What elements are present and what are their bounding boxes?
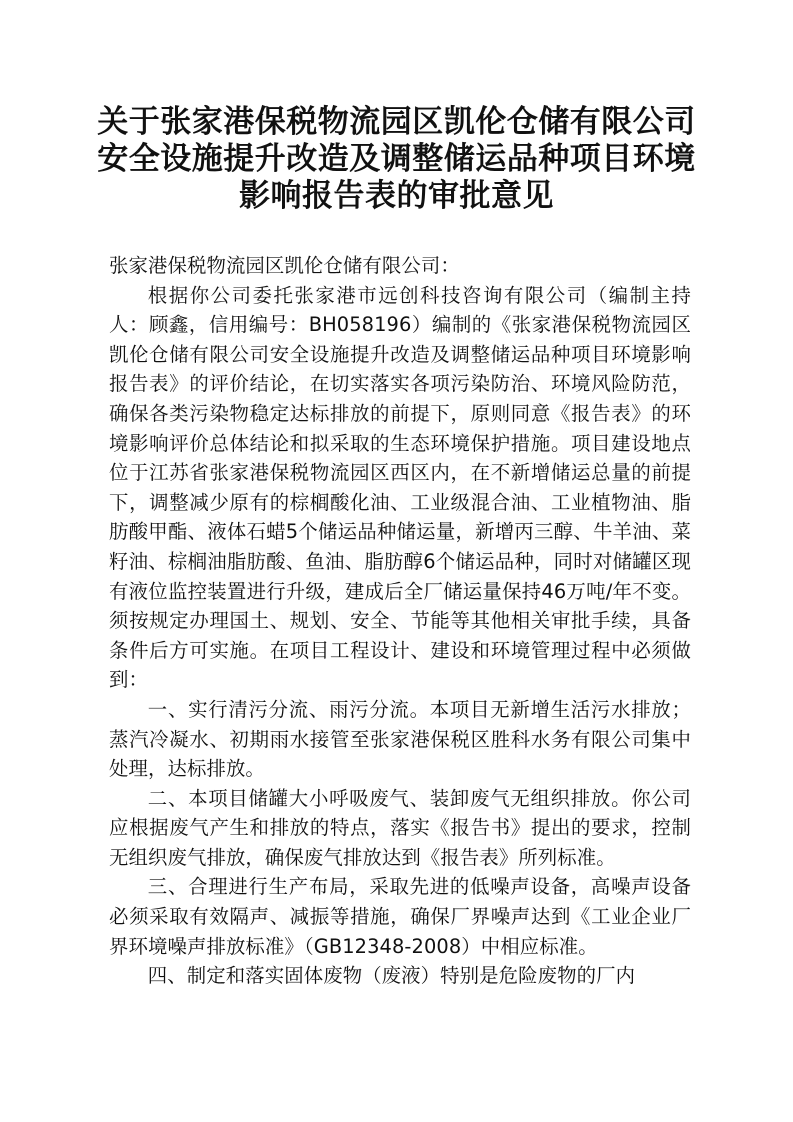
title-line-2: 安全设施提升改造及调整储运品种项目环境 <box>97 141 696 177</box>
paragraph-item-3: 三、合理进行生产布局，采取先进的低噪声设备，高噪声设备必须采取有效隔声、减振等措施，确保厂界噪声达到《工业企业厂界环境噪声排放标准》（GB12348-2008）中相应标准。 <box>109 875 691 958</box>
title-line-1: 关于张家港保税物流园区凯伦仓储有限公司 <box>97 104 696 140</box>
paragraph-item-4: 四、制定和落实固体废物（废液）特别是危险废物的厂内 <box>147 964 636 988</box>
title-line-3: 影响报告表的审批意见 <box>239 178 554 214</box>
document-body <box>109 251 691 991</box>
document-title <box>60 104 733 215</box>
addressee: 张家港保税物流园区凯伦仓储有限公司： <box>109 254 460 277</box>
paragraph-intro: 根据你公司委托张家港市远创科技咨询有限公司（编制主持人：顾鑫，信用编号：BH058196）编制的《张家港保税物流园区凯伦仓储有限公司安全设施提升改造及调整储运品种项目环境影响报告表》的评价结论，在切实落实各项污染防治、环境风险防范，确保各类污染物稳定达标排放的前提下，原则同意《报告表》的环境影响评价总体结论和拟采取的生态环境保护措施。项目建设地点位于江苏省张家港保税物流园区西区内，在不新增储运总量的前提下，调整减少原有的棕榈酸化油、工业级混合油、工业植物油、脂肪酸甲酯、液体石蜡5个储运品种储运量，新增丙三醇、牛羊油、菜籽油、棕榈油脂肪酸、鱼油、脂肪醇6个储运品种，同时对储罐区现有液位监控装置进行升级，建成后全厂储运量保持46万吨/年不变。须按规定办理国土、规划、安全、节能等其他相关审批手续，具备条件后方可实施。在项目工程设计、建设和环境管理过程中必须做到： <box>109 283 691 692</box>
paragraph-item-2: 二、本项目储罐大小呼吸废气、装卸废气无组织排放。你公司应根据废气产生和排放的特点，落实《报告书》提出的要求，控制无组织废气排放，确保废气排放达到《报告表》所列标准。 <box>109 786 691 869</box>
paragraph-item-1: 一、实行清污分流、雨污分流。本项目无新增生活污水排放；蒸汽冷凝水、初期雨水接管至张家港保税区胜科水务有限公司集中处理，达标排放。 <box>109 697 691 781</box>
